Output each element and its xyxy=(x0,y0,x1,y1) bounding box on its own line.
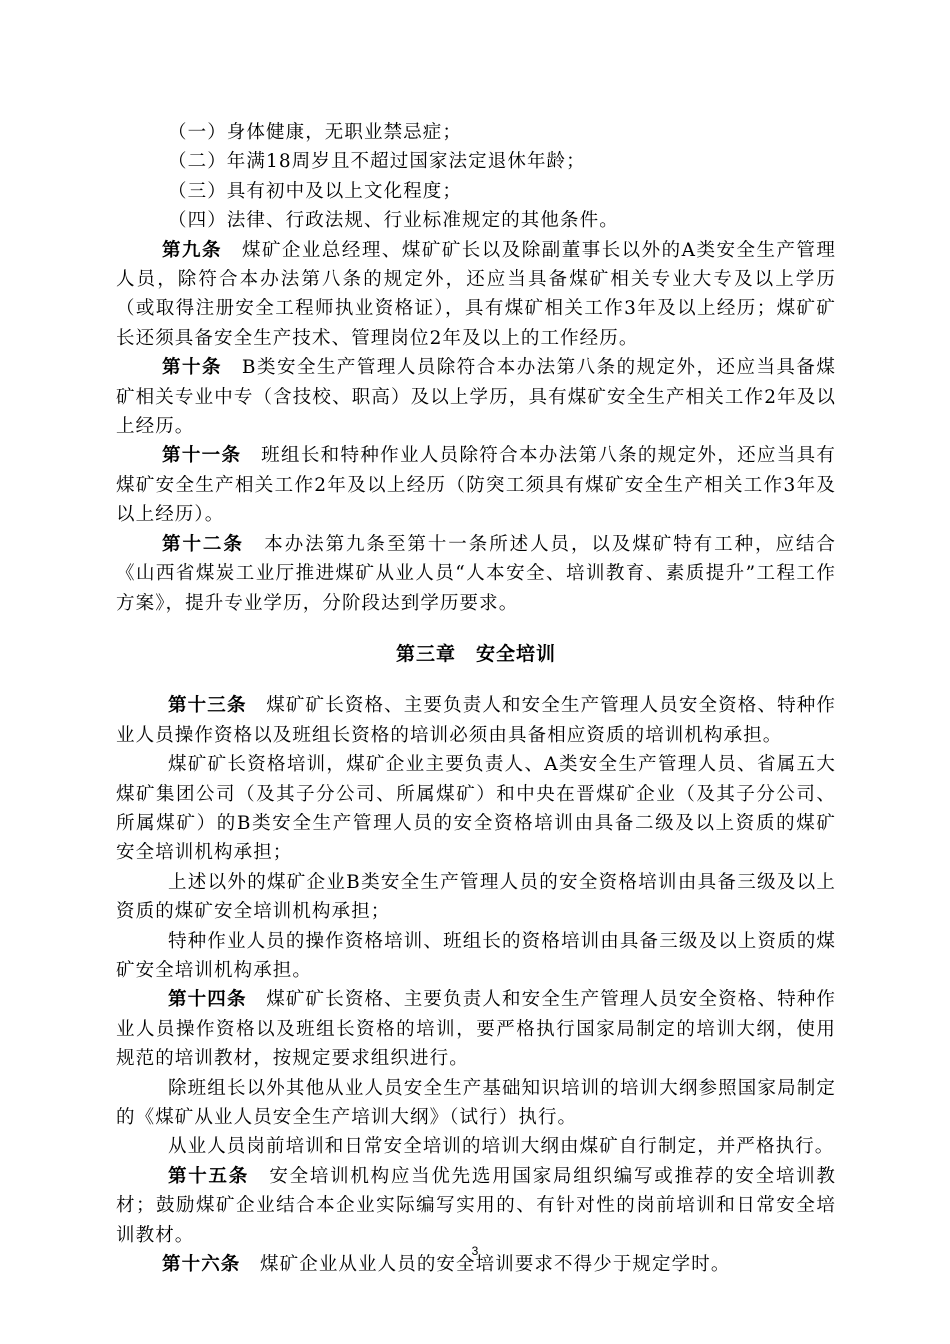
page-number: 3 xyxy=(471,1244,479,1258)
article-11-text: 班组长和特种作业人员除符合本办法第八条的规定外，还应当具有煤矿安全生产相关工作2年及以上经历（防突工须具有煤矿安全生产相关工作3年及以上经历）。 xyxy=(116,445,837,526)
article-14 xyxy=(116,985,836,1073)
article-13-paragraph-3: 上述以外的煤矿企业B类安全生产管理人员的安全资格培训由具备三级及以上资质的煤矿安全培训机构承担； xyxy=(116,871,836,923)
article-12-label: 第十二条 xyxy=(162,533,244,555)
article-13-paragraph-2: 煤矿矿长资格培训，煤矿企业主要负责人、A类安全生产管理人员、省属五大煤矿集团公司（及其子分公司、所属煤矿）和中央在晋煤矿企业（及其子分公司、所属煤矿）的B类安全生产管理人员的安全资格培训由具备二级及以上资质的煤矿安全培训机构承担； xyxy=(116,754,836,864)
chapter-heading: 第三章 安全培训 xyxy=(395,642,556,665)
article-14-paragraph-2: 除班组长以外其他从业人员安全生产基础知识培训的培训大纲参照国家局制定的《煤矿从业人员安全生产培训大纲》（试行）执行。 xyxy=(116,1077,836,1128)
article-13 xyxy=(116,691,836,750)
document-body xyxy=(116,118,836,1279)
article-14-label: 第十四条 xyxy=(168,989,247,1011)
article-9-text: 煤矿企业总经理、煤矿矿长以及除副董事长以外的A类安全生产管理人员，除符合本办法第八条的规定外，还应当具备煤矿相关专业大专及以上学历（或取得注册安全工程师执业资格证），具有煤矿相关工作3年及以上经历；煤矿矿长还须具备安全生产技术、管理岗位2年及以上的工作经历。 xyxy=(116,239,836,349)
article-11-label: 第十一条 xyxy=(162,445,242,467)
article-13-text: 煤矿矿长资格、主要负责人和安全生产管理人员安全资格、特种作业人员操作资格以及班组长资格的培训必须由具备相应资质的培训机构承担。 xyxy=(116,695,836,746)
article-15-text: 安全培训机构应当优先选用国家局组织编写或推荐的安全培训教材；鼓励煤矿企业结合本企业实际编写实用的、有针对性的岗前培训和日常安全培训教材。 xyxy=(116,1165,836,1246)
article-11 xyxy=(116,441,836,529)
article-16-text: 煤矿企业从业人员的安全培训要求不得少于规定学时。 xyxy=(260,1254,731,1276)
article-13-label: 第十三条 xyxy=(168,695,247,717)
article-12-text: 本办法第九条至第十一条所述人员，以及煤矿特有工种，应结合《山西省煤炭工业厅推进煤矿从业人员“人本安全、培训教育、素质提升”工程工作方案》，提升专业学历，分阶段达到学历要求。 xyxy=(116,533,836,614)
condition-item-4: （四）法律、行政法规、行业标准规定的其他条件。 xyxy=(168,210,619,232)
article-14-text: 煤矿矿长资格、主要负责人和安全生产管理人员安全资格、特种作业人员操作资格以及班组长资格的培训，要严格执行国家局制定的培训大纲，使用规范的培训教材，按规定要求组织进行。 xyxy=(116,989,836,1070)
article-9 xyxy=(116,236,836,354)
article-14-paragraph-3: 从业人员岗前培训和日常安全培训的培训大纲由煤矿自行制定，并严格执行。 xyxy=(168,1136,835,1158)
article-15-label: 第十五条 xyxy=(168,1165,250,1187)
condition-item-3: （三）具有初中及以上文化程度； xyxy=(168,180,463,202)
article-16-label: 第十六条 xyxy=(162,1254,241,1276)
article-10 xyxy=(116,353,836,441)
article-12 xyxy=(116,530,836,618)
article-9-label: 第九条 xyxy=(162,239,222,261)
condition-item-1: （一）身体健康，无职业禁忌症； xyxy=(168,122,463,143)
article-13-paragraph-4: 特种作业人员的操作资格培训、班组长的资格培训由具备三级及以上资质的煤矿安全培训机构承担。 xyxy=(116,930,836,981)
condition-item-2: （二）年满18周岁且不超过国家法定退休年龄； xyxy=(168,151,586,173)
article-10-label: 第十条 xyxy=(162,357,222,379)
article-15 xyxy=(116,1162,836,1250)
article-10-text: B类安全生产管理人员除符合本办法第八条的规定外，还应当具备煤矿相关专业中专（含技校、职高）及以上学历，具有煤矿安全生产相关工作2年及以上经历。 xyxy=(116,357,836,438)
